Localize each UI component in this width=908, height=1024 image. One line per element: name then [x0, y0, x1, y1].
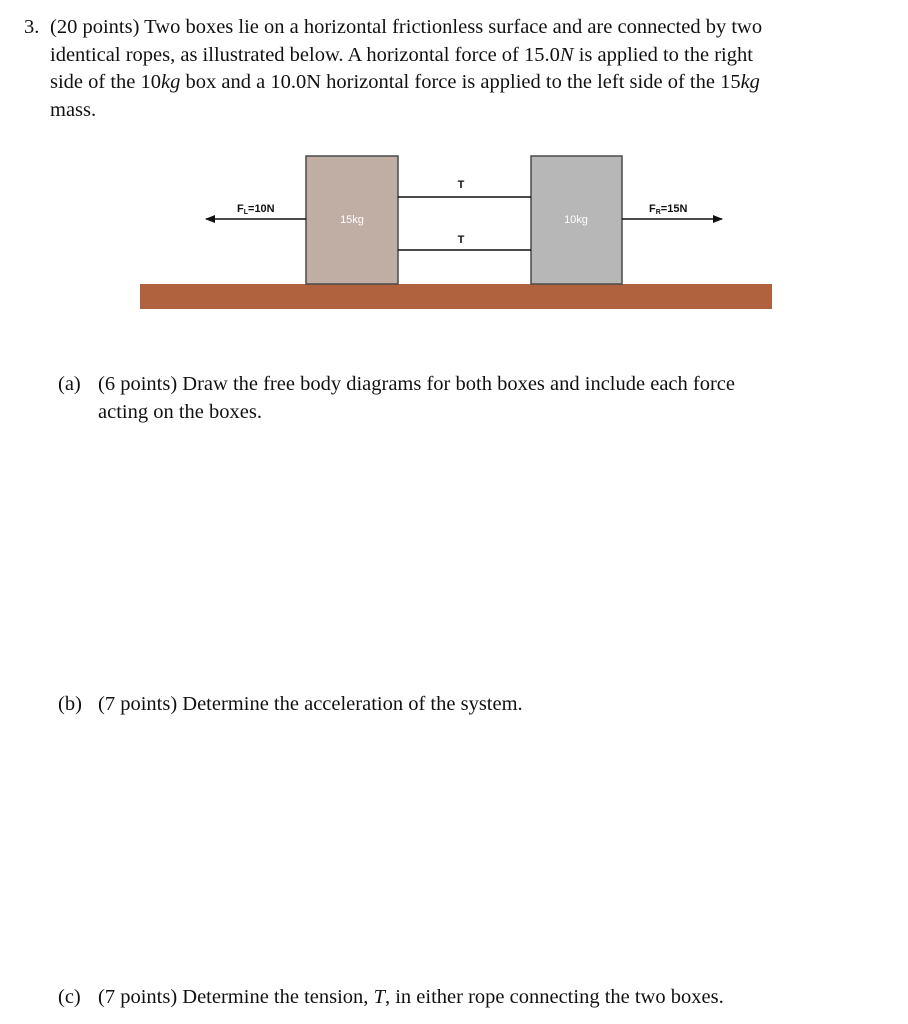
bottom-rope-tension-label: T [457, 234, 465, 246]
boxes-diagram [0, 140, 908, 320]
top-rope-tension-label: T [457, 179, 465, 191]
box-10kg-label: 10kg [564, 214, 588, 226]
part-c-points: (7 points) [98, 986, 178, 1008]
statement-line-3: side of the 10kg box and a 10.0N horizontal force is applied to the left side of the 15kg [50, 71, 760, 93]
part-b-label: (b) [58, 693, 82, 715]
left-force-label: FL=10N [237, 203, 275, 216]
problem-points: (20 points) [50, 16, 140, 38]
part-b-points: (7 points) [98, 693, 178, 715]
statement-line-1: (20 points) Two boxes lie on a horizontal frictionless surface and are connected by two [50, 16, 763, 38]
part-c-text: (7 points) Determine the tension, T, in either rope connecting the two boxes. [98, 986, 724, 1008]
right-force-label: FR=15N [649, 203, 688, 216]
box-15kg-label: 15kg [340, 214, 364, 226]
problem-statement [50, 14, 902, 124]
ground-surface [140, 284, 772, 309]
problem-3 [24, 14, 902, 124]
diagram-svg [0, 140, 908, 320]
statement-line-4: mass. [50, 98, 97, 121]
part-c [58, 984, 878, 1012]
part-a-text: (6 points) Draw the free body diagrams for both boxes and include each force acting on the boxes. [98, 373, 735, 423]
part-a-points: (6 points) [98, 373, 178, 395]
statement-line-2: identical ropes, as illustrated below. A horizontal force of 15.0N is applied to the right [50, 43, 753, 66]
problem-number: 3. [24, 16, 40, 38]
part-b-text: (7 points) Determine the acceleration of the system. [98, 693, 523, 715]
part-b [58, 691, 878, 719]
part-a-label: (a) [58, 373, 81, 395]
part-a [58, 371, 878, 426]
part-c-label: (c) [58, 986, 81, 1008]
